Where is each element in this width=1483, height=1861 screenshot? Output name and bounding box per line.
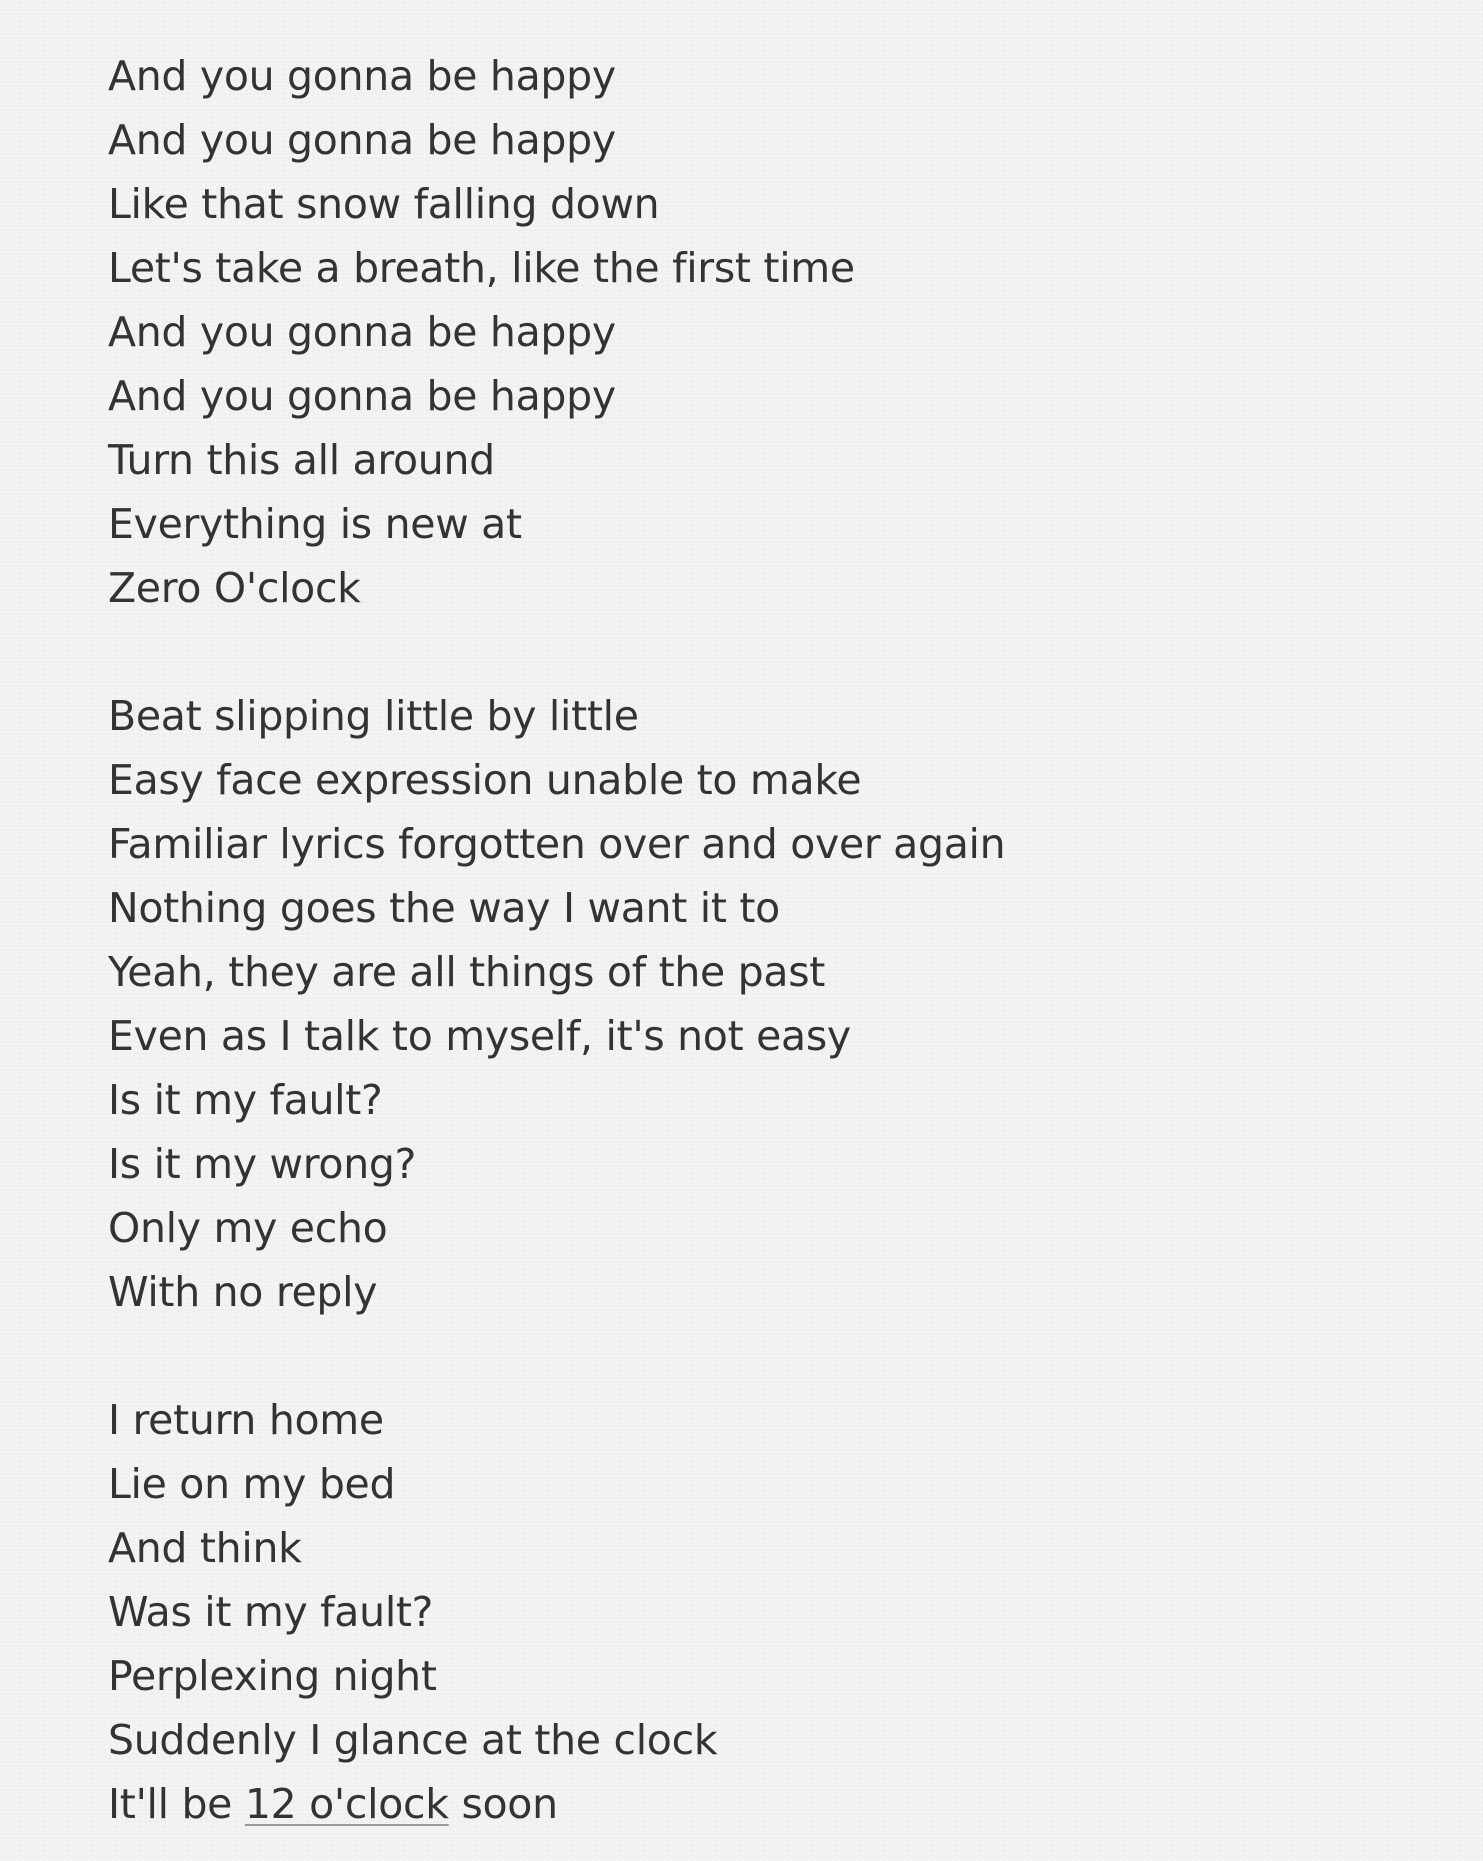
lyric-line-last <box>108 1772 1408 1836</box>
lyric-line: Familiar lyrics forgotten over and over again <box>108 820 1006 868</box>
lyric-line: And think <box>108 1524 302 1572</box>
lyric-line: And you gonna be happy <box>108 308 616 356</box>
time-detected-link[interactable]: 12 o'clock <box>244 1780 449 1828</box>
lyric-line: And you gonna be happy <box>108 372 616 420</box>
lyric-line: Yeah, they are all things of the past <box>108 948 826 996</box>
stanza-2 <box>108 684 1408 1324</box>
lyric-line: Turn this all around <box>108 436 495 484</box>
stanza-break <box>108 620 1408 684</box>
lyric-text-after-link: soon <box>448 1780 558 1828</box>
lyric-line: And you gonna be happy <box>108 52 616 100</box>
lyric-text-before-link: It'll be <box>108 1780 245 1828</box>
lyric-line: Perplexing night <box>108 1652 437 1700</box>
lyric-line: I return home <box>108 1396 384 1444</box>
lyric-line: Everything is new at <box>108 500 522 548</box>
lyric-line: Was it my fault? <box>108 1588 434 1636</box>
lyric-line: Lie on my bed <box>108 1460 396 1508</box>
lyric-line: Is it my wrong? <box>108 1140 417 1188</box>
lyric-line: Even as I talk to myself, it's not easy <box>108 1012 851 1060</box>
lyric-line: Nothing goes the way I want it to <box>108 884 780 932</box>
lyric-line: And you gonna be happy <box>108 116 616 164</box>
lyric-line: Only my echo <box>108 1204 388 1252</box>
lyric-line: Suddenly I glance at the clock <box>108 1716 718 1764</box>
lyric-line: Easy face expression unable to make <box>108 756 862 804</box>
stanza-3 <box>108 1388 1408 1836</box>
lyric-line: Zero O'clock <box>108 564 361 612</box>
lyric-line: Let's take a breath, like the first time <box>108 244 855 292</box>
lyric-line: Like that snow falling down <box>108 180 660 228</box>
note-body[interactable] <box>108 44 1408 1836</box>
lyric-line: With no reply <box>108 1268 378 1316</box>
stanza-break <box>108 1324 1408 1388</box>
lyric-line: Is it my fault? <box>108 1076 383 1124</box>
lyric-line: Beat slipping little by little <box>108 692 639 740</box>
stanza-1 <box>108 44 1408 620</box>
